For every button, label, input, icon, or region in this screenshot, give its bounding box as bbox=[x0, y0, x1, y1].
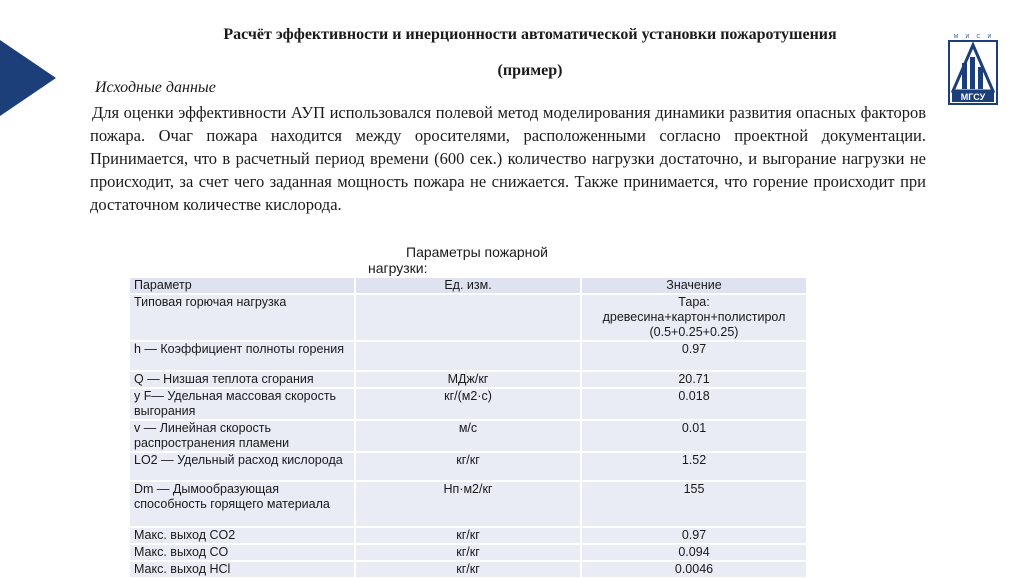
table-cell: LO2 — Удельный расход кислорода bbox=[129, 452, 355, 481]
table-row bbox=[129, 294, 807, 341]
table-cell: 0.018 bbox=[581, 388, 807, 420]
table-cell: 0.094 bbox=[581, 544, 807, 561]
table-cell: y F— Удельная массовая скорость выгорания bbox=[129, 388, 355, 420]
table-cell: Макс. выход CO2 bbox=[129, 527, 355, 544]
table-cell: МДж/кг bbox=[355, 371, 581, 388]
table-header-row bbox=[129, 277, 807, 294]
table-cell: 1.52 bbox=[581, 452, 807, 481]
table-cell: 155 bbox=[581, 481, 807, 527]
table-cell: кг/кг bbox=[355, 561, 581, 578]
table-row bbox=[129, 341, 807, 371]
table-row bbox=[129, 544, 807, 561]
page-title bbox=[110, 17, 950, 89]
title-line-2: (пример) bbox=[497, 62, 563, 79]
table-cell: Dm — Дымообразующая способность горящего материала bbox=[129, 481, 355, 527]
table-cell: 0.97 bbox=[581, 341, 807, 371]
table-row bbox=[129, 452, 807, 481]
table-cell: Q — Низшая теплота сгорания bbox=[129, 371, 355, 388]
table-cell: Макс. выход HCl bbox=[129, 561, 355, 578]
table-cell: 0.01 bbox=[581, 420, 807, 452]
table-cell: 20.71 bbox=[581, 371, 807, 388]
table-cell bbox=[355, 294, 581, 341]
table-cell: 0.97 bbox=[581, 527, 807, 544]
column-header: Параметр bbox=[129, 277, 355, 294]
table-caption bbox=[368, 244, 568, 276]
table-cell: Нп·м2/кг bbox=[355, 481, 581, 527]
table-cell: м/с bbox=[355, 420, 581, 452]
logo-letters: М И С И bbox=[953, 34, 995, 40]
table-cell: h — Коэффициент полноты горения bbox=[129, 341, 355, 371]
title-line-1: Расчёт эффективности и инерционности автоматической установки пожаротушения bbox=[223, 26, 837, 43]
mgsu-logo-icon bbox=[948, 33, 998, 105]
table-cell: Тара: древесина+картон+полистирол (0.5+0.25+0.25) bbox=[581, 294, 807, 341]
table-cell bbox=[355, 341, 581, 371]
table-row bbox=[129, 527, 807, 544]
table-cell: Макс. выход CO bbox=[129, 544, 355, 561]
table-cell: кг/кг bbox=[355, 544, 581, 561]
table-caption-line-1: Параметры пожарной bbox=[406, 244, 549, 260]
section-subtitle: Исходные данные bbox=[95, 79, 216, 96]
table-row bbox=[129, 420, 807, 452]
table-cell: v — Линейная скорость распространения пламени bbox=[129, 420, 355, 452]
table-cell: кг/(м2·с) bbox=[355, 388, 581, 420]
column-header: Ед. изм. bbox=[355, 277, 581, 294]
logo-text: МГСУ bbox=[960, 92, 986, 102]
table-row bbox=[129, 388, 807, 420]
table-caption-line-2: нагрузки: bbox=[368, 260, 428, 276]
table-cell: 0.0046 bbox=[581, 561, 807, 578]
table-row bbox=[129, 481, 807, 527]
table-cell: кг/кг bbox=[355, 527, 581, 544]
table-row bbox=[129, 561, 807, 578]
fire-load-parameters-table bbox=[128, 276, 808, 579]
column-header: Значение bbox=[581, 277, 807, 294]
body-paragraph: Для оценки эффективности АУП использовался полевой метод моделирования динамики развития опасных факторов пожара. Очаг пожара находится между оросителями, расположенными согласно проектной документации. Принимается, что в расчетный период времени (600 сек.) количество нагрузки достаточно, и выгорание нагрузки не происходит, за счет чего заданная мощность пожара не снижается. Также принимается, что горение происходит при достаточном количестве кислорода. bbox=[90, 103, 926, 214]
table-row bbox=[129, 371, 807, 388]
table-cell: Типовая горючая нагрузка bbox=[129, 294, 355, 341]
table-cell: кг/кг bbox=[355, 452, 581, 481]
slide-arrow-icon bbox=[0, 40, 56, 116]
